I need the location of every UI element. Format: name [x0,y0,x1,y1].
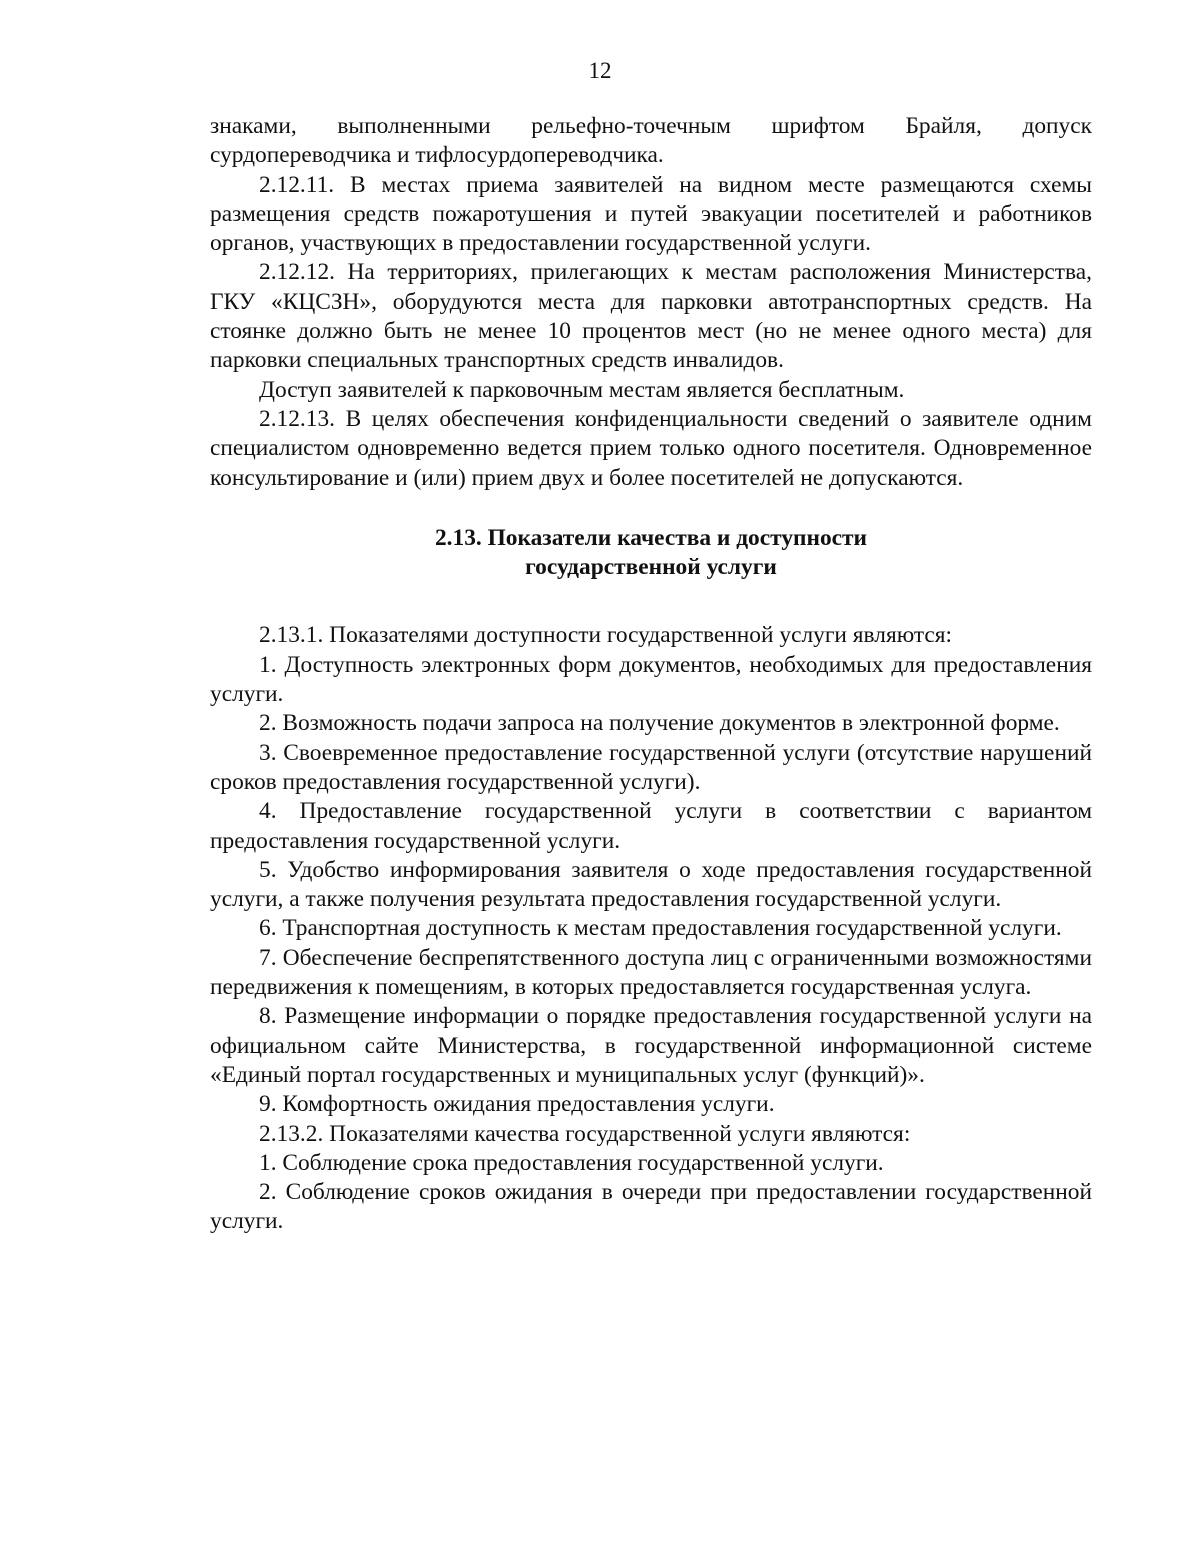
page-number: 12 [588,58,612,83]
list-item-accessibility-9: 9. Комфортность ожидания предоставления услуги. [259,1091,775,1118]
paragraph-2-13-2: 2.13.2. Показателями качества государственной услуги являются: [259,1120,911,1147]
section-heading-line-1: 2.13. Показатели качества и доступности [434,524,868,551]
section-heading-2-13 [210,524,1092,583]
paragraph-2-13-1: 2.13.1. Показателями доступности государственной услуги являются: [259,622,953,649]
list-item-accessibility-3: 3. Своевременное предоставление государственной услуги (отсутствие нарушений сроков предоставления государственной услуги). [210,739,1092,795]
list-item-accessibility-6: 6. Транспортная доступность к местам предоставления государственной услуги. [259,915,1062,942]
list-item-accessibility-5: 5. Удобство информирования заявителя о ходе предоставления государственной услуги, а также получения результата предоставления государственной услуги. [210,856,1092,913]
list-item-accessibility-8: 8. Размещение информации о порядке предоставления государственной услуги на официальном сайте Министерства, в государственной информационной системе «Единый портал государственных и муниципальных услуг (функций)». [210,1003,1092,1088]
paragraph-2-12-11: 2.12.11. В местах приема заявителей на видном месте размещаются схемы размещения средств пожаротушения и путей эвакуации посетителей и работников органов, участвующих в предоставлении государственной услуги. [210,171,1092,257]
list-item-accessibility-4: 4. Предоставление государственной услуги в соответствии с вариантом предоставления государственной услуги. [210,798,1092,854]
paragraph-braille-continuation: знаками, выполненными рельефно-точечным шрифтом Брайля, допуск сурдопереводчика и тифлосурдопереводчика. [210,113,1092,169]
list-item-accessibility-1: 1. Доступность электронных форм документов, необходимых для предоставления услуги. [210,651,1092,708]
section-heading-line-2: государственной услуги [525,554,777,581]
list-item-quality-2: 2. Соблюдение сроков ожидания в очереди при предоставлении государственной услуги. [210,1179,1092,1235]
list-item-quality-1: 1. Соблюдение срока предоставления государственной услуги. [259,1149,884,1176]
document-body [210,112,1092,1237]
paragraph-2-12-13: 2.12.13. В целях обеспечения конфиденциальности сведений о заявителе одним специалистом одновременно ведется прием только одного посетителя. Одновременное консультирование и (или) прием двух и более посетителей не допускаются. [210,405,1092,491]
list-item-accessibility-2: 2. Возможность подачи запроса на получение документов в электронной форме. [259,710,1060,737]
paragraph-parking-free: Доступ заявителей к парковочным местам является бесплатным. [259,376,905,403]
paragraph-2-12-12: 2.12.12. На территориях, прилегающих к местам расположения Министерства, ГКУ «КЦСЗН», оборудуются места для парковки автотранспортных средств. На стоянке должно быть не менее 10 процентов мест (но не менее одного места) для парковки специальных транспортных средств инвалидов. [210,259,1092,374]
list-item-accessibility-7: 7. Обеспечение беспрепятственного доступа лиц с ограниченными возможностями передвижения к помещениям, в которых предоставляется государственная услуга. [210,944,1092,1001]
